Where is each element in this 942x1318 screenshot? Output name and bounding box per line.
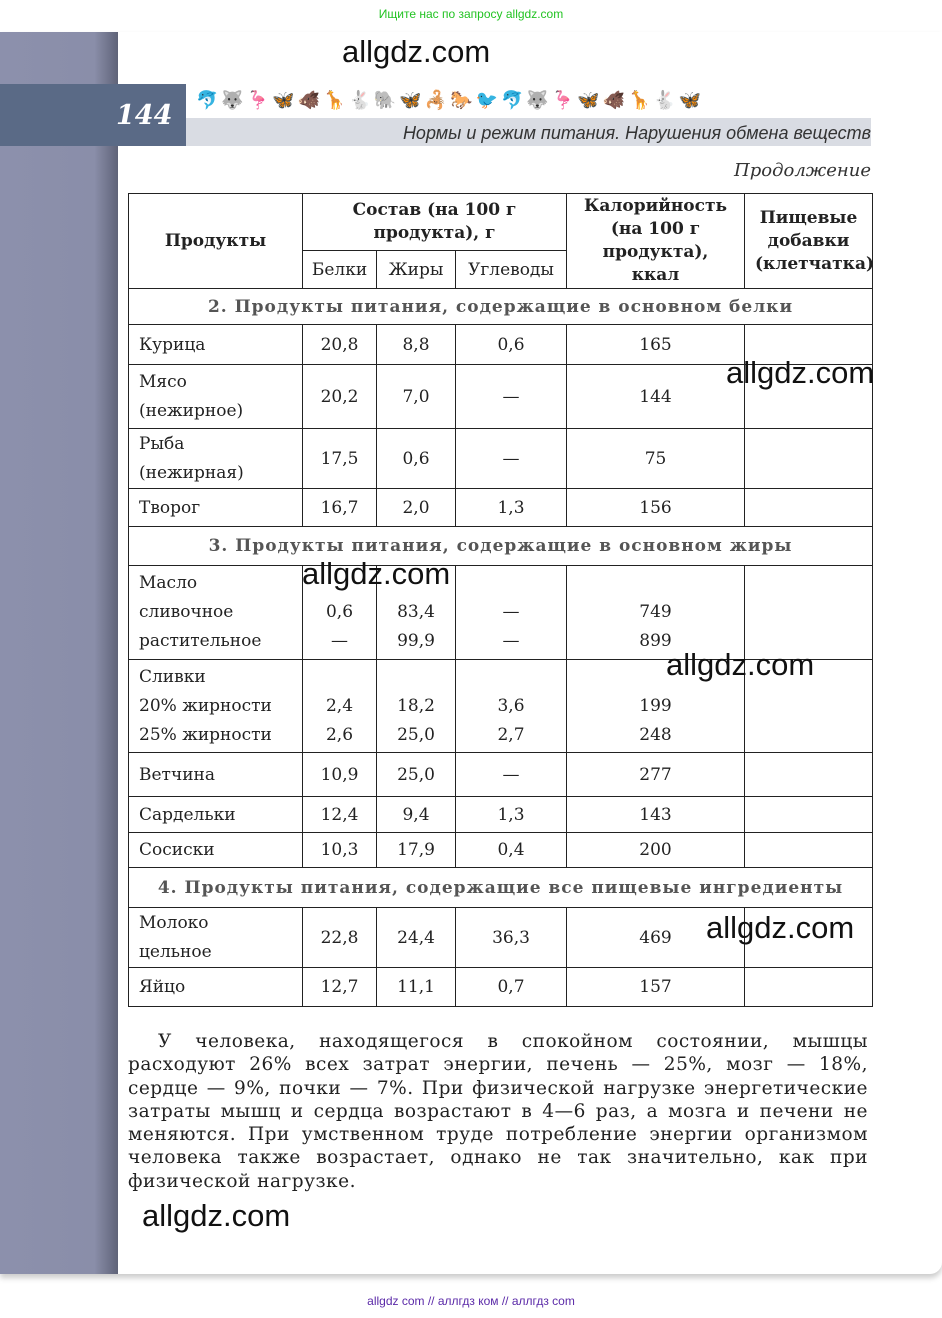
- table-row: [129, 797, 873, 833]
- additives-value: [747, 802, 870, 828]
- carbs-cell: [456, 797, 567, 833]
- fats-value: 25,0: [397, 764, 435, 785]
- product-value: Масло: [139, 573, 198, 593]
- carbs-cell: [456, 429, 567, 489]
- additives-cell: [745, 833, 873, 868]
- carbs-cell: [456, 753, 567, 797]
- product-value: Яйцо: [139, 977, 186, 997]
- fats-value: 0,6: [402, 448, 430, 469]
- product-value: цельное: [139, 941, 212, 962]
- calories-value: 200: [639, 840, 672, 860]
- fats-cell: [377, 365, 456, 429]
- calories-value: 899: [639, 631, 672, 651]
- product-value: Курица: [139, 334, 206, 355]
- carbs-value: —: [502, 602, 520, 622]
- proteins-cell: [303, 429, 377, 489]
- additives-value: [747, 974, 870, 1000]
- fats-cell: [377, 429, 456, 489]
- calories-value: 144: [639, 386, 672, 407]
- product-cell: [129, 833, 303, 868]
- watermark: allgdz.com: [302, 556, 451, 591]
- section-title: 3. Продукты питания, содержащие в основном жиры: [129, 527, 873, 566]
- search-hint: Ищите нас по запросу allgdz.com: [378, 7, 564, 21]
- proteins-value: [305, 663, 374, 692]
- carbs-value: [458, 663, 564, 692]
- proteins-value: 16,7: [320, 497, 359, 518]
- carbs-value: 3,6: [497, 695, 525, 716]
- proteins-cell: [303, 833, 377, 868]
- carbs-value: —: [502, 448, 520, 469]
- calories-value: 75: [644, 448, 667, 469]
- fats-value: 7,0: [402, 386, 430, 407]
- animal-silhouettes-decoration: 🐬🐺🦩🦋🐗🦒🐇🐘🦋🦂🐎🐦🐬🐺🦩🦋🐗🦒🐇🦋: [196, 90, 705, 111]
- proteins-value: 20,2: [320, 386, 359, 407]
- proteins-cell: [303, 797, 377, 833]
- fats-cell: [377, 660, 456, 753]
- fats-value: 24,4: [397, 927, 435, 948]
- product-cell: [129, 566, 303, 660]
- calories-value: 469: [639, 927, 672, 948]
- proteins-value: 0,6: [325, 602, 354, 622]
- table-row: [129, 566, 873, 660]
- product-value: Сливки: [139, 666, 206, 687]
- additives-value: [747, 693, 870, 719]
- product-value: Сардельки: [139, 804, 236, 825]
- fats-cell: [377, 833, 456, 868]
- header-calories: Калорийность (на 100 г продукта), ккал: [567, 194, 745, 289]
- header-composition: Состав (на 100 г продукта), г: [303, 194, 567, 251]
- carbs-value: [458, 569, 564, 598]
- calories-cell: [567, 797, 745, 833]
- proteins-value: 17,5: [320, 448, 359, 469]
- carbs-cell: [456, 660, 567, 753]
- proteins-value: —: [331, 631, 348, 651]
- watermark: allgdz.com: [142, 1198, 291, 1233]
- body-paragraph: У человека, находящегося в спокойном состоянии, мышцы расходуют 26% всех затрат энергии, печень — 25%, мозг — 18%, сердце — 9%, почки — 7%. При физической нагрузке энергетические затраты мышц и сердца возрастают в 4—6 раз, а мозга и печени не меняются. При умственном труде потребление энергии организмом человека также возрастает, однако не так значительно, как при физической нагрузке.: [128, 1031, 868, 1192]
- watermark: allgdz.com: [706, 910, 855, 945]
- calories-cell: [567, 365, 745, 429]
- product-value: Мясо: [139, 371, 187, 392]
- product-value: Творог: [139, 497, 201, 518]
- fats-value: 11,1: [397, 977, 435, 997]
- fats-value: 17,9: [397, 840, 435, 860]
- table-row: [129, 753, 873, 797]
- watermark: allgdz.com: [666, 647, 815, 682]
- carbs-value: 2,7: [497, 724, 525, 745]
- additives-value: [747, 837, 870, 863]
- table-row: [129, 833, 873, 868]
- product-cell: [129, 429, 303, 489]
- calories-value: 157: [639, 977, 672, 997]
- product-cell: [129, 660, 303, 753]
- product-value: Сосиски: [139, 840, 215, 860]
- product-cell: [129, 968, 303, 1007]
- proteins-value: 2,6: [325, 724, 354, 745]
- proteins-cell: [303, 660, 377, 753]
- additives-cell: [745, 566, 873, 660]
- page-number-text: 144: [116, 99, 173, 131]
- proteins-value: 22,8: [320, 927, 359, 948]
- calories-value: [569, 569, 742, 598]
- fats-cell: [377, 753, 456, 797]
- calories-value: 277: [639, 764, 672, 785]
- product-cell: [129, 797, 303, 833]
- section-title: 4. Продукты питания, содержащие все пищевые ингредиенты: [129, 868, 873, 908]
- product-value: Ветчина: [139, 764, 215, 785]
- additives-value: [747, 762, 870, 788]
- fats-value: 25,0: [397, 724, 435, 745]
- fats-cell: [377, 797, 456, 833]
- proteins-cell: [303, 968, 377, 1007]
- header-proteins: Белки: [303, 251, 377, 289]
- proteins-cell: [303, 753, 377, 797]
- header-fats: Жиры: [377, 251, 456, 289]
- header-carbs: Углеводы: [456, 251, 567, 289]
- fats-value: 83,4: [397, 602, 435, 622]
- calories-value: 248: [639, 724, 672, 745]
- additives-cell: [745, 429, 873, 489]
- carbs-value: —: [502, 764, 520, 785]
- calories-cell: [567, 968, 745, 1007]
- calories-cell: [567, 566, 745, 660]
- product-cell: [129, 753, 303, 797]
- carbs-cell: [456, 908, 567, 968]
- chapter-title: Нормы и режим питания. Нарушения обмена веществ: [402, 123, 871, 143]
- continuation-label: Продолжение: [734, 160, 871, 181]
- calories-cell: [567, 325, 745, 365]
- fats-value: 99,9: [397, 631, 435, 651]
- fats-cell: [377, 325, 456, 365]
- carbs-cell: [456, 489, 567, 527]
- proteins-value: 20,8: [320, 334, 359, 355]
- additives-value: [747, 446, 870, 472]
- fats-cell: [377, 489, 456, 527]
- carbs-cell: [456, 365, 567, 429]
- watermark: allgdz.com: [726, 355, 875, 390]
- calories-cell: [567, 429, 745, 489]
- carbs-cell: [456, 968, 567, 1007]
- proteins-cell: [303, 489, 377, 527]
- product-value: растительное: [139, 631, 262, 651]
- carbs-value: —: [502, 631, 520, 651]
- proteins-value: 10,3: [320, 840, 359, 860]
- watermark: allgdz.com: [342, 34, 491, 69]
- additives-cell: [745, 797, 873, 833]
- product-value: Рыба: [139, 433, 185, 454]
- carbs-value: 1,3: [497, 804, 525, 825]
- page-spine: [0, 32, 118, 1274]
- proteins-cell: [303, 365, 377, 429]
- calories-value: 199: [639, 695, 672, 716]
- calories-cell: [567, 753, 745, 797]
- calories-cell: [567, 489, 745, 527]
- fats-value: [379, 663, 453, 692]
- header-additives: Пищевые добавки (клетчатка): [745, 194, 873, 289]
- fats-cell: [377, 968, 456, 1007]
- fats-value: 2,0: [402, 497, 430, 518]
- calories-value: 143: [639, 804, 672, 825]
- table-row: [129, 968, 873, 1007]
- section-row: [129, 868, 873, 908]
- calories-value: 156: [639, 497, 672, 518]
- additives-cell: [745, 489, 873, 527]
- carbs-value: —: [502, 386, 520, 407]
- product-value: (нежирное): [139, 400, 244, 421]
- product-cell: [129, 325, 303, 365]
- fats-value: 8,8: [402, 334, 430, 355]
- proteins-value: 2,4: [325, 695, 354, 716]
- footer-links[interactable]: allgdz com // аллгдз ком // аллгдз com: [367, 1294, 575, 1308]
- fats-cell: [377, 908, 456, 968]
- product-value: сливочное: [139, 602, 234, 622]
- proteins-value: 12,4: [320, 804, 359, 825]
- calories-value: 749: [639, 602, 672, 622]
- calories-cell: [567, 833, 745, 868]
- product-value: 25% жирности: [139, 724, 272, 745]
- carbs-value: 1,3: [497, 497, 525, 518]
- additives-cell: [745, 968, 873, 1007]
- fats-value: 9,4: [402, 804, 430, 825]
- header-products: Продукты: [129, 194, 303, 289]
- product-cell: [129, 489, 303, 527]
- section-row: [129, 527, 873, 566]
- carbs-cell: [456, 566, 567, 660]
- calories-value: 165: [639, 334, 672, 355]
- table-row: [129, 429, 873, 489]
- proteins-cell: [303, 908, 377, 968]
- fats-value: 18,2: [397, 695, 435, 716]
- additives-value: [747, 332, 870, 358]
- additives-value: [747, 600, 870, 626]
- product-cell: [129, 908, 303, 968]
- product-value: Молоко: [139, 912, 209, 933]
- page-number: [0, 84, 186, 146]
- carbs-value: 0,6: [497, 334, 525, 355]
- table-row: [129, 489, 873, 527]
- additives-cell: [745, 753, 873, 797]
- product-cell: [129, 365, 303, 429]
- carbs-value: 36,3: [492, 927, 530, 948]
- carbs-cell: [456, 833, 567, 868]
- additives-value: [747, 495, 870, 521]
- section-title: 2. Продукты питания, содержащие в основном белки: [129, 289, 873, 325]
- product-value: 20% жирности: [139, 695, 272, 716]
- proteins-value: 12,7: [320, 977, 359, 997]
- carbs-value: 0,7: [497, 977, 525, 997]
- proteins-cell: [303, 325, 377, 365]
- nutrition-table: [128, 193, 873, 1007]
- carbs-cell: [456, 325, 567, 365]
- section-row: [129, 289, 873, 325]
- carbs-value: 0,4: [497, 840, 525, 860]
- product-value: (нежирная): [139, 462, 244, 483]
- proteins-value: 10,9: [320, 764, 359, 785]
